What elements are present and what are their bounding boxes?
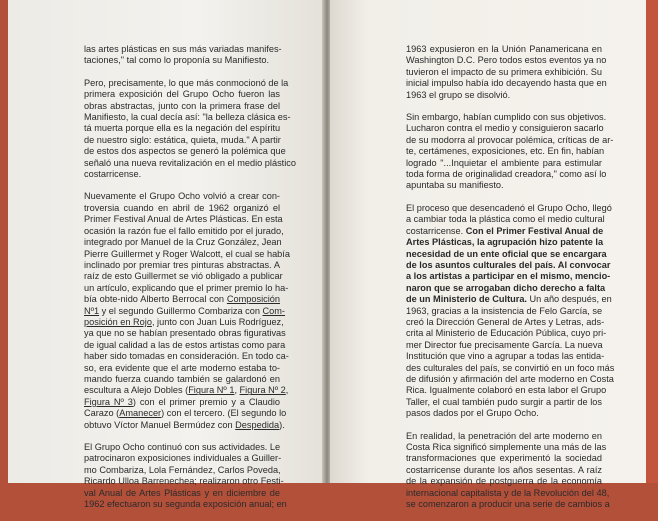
text-segment: troversia cuando en abril de 1962 organizó el [84, 202, 280, 213]
text-line [84, 89, 280, 100]
text-segment: las artes plásticas en sus más variadas manifes- [84, 44, 282, 54]
text-line [84, 237, 280, 248]
right-page-text [406, 44, 615, 521]
text-line [84, 374, 280, 385]
text-line [84, 385, 289, 396]
text-line [406, 373, 614, 385]
text-line [84, 499, 287, 510]
text-line [406, 226, 602, 237]
text-line [406, 123, 602, 134]
text-segment: de los asuntos culturales del país. Al convocar [406, 259, 611, 270]
text-segment: integrado por Manuel de la Cruz González, Jean [84, 237, 282, 248]
text-segment: de igual calidad a las de estos artistas como para [84, 339, 286, 350]
text-segment: Pero, precisamente, lo que más conmocionó de la [84, 77, 289, 88]
text-line [84, 363, 280, 374]
text-segment: raíz de esto Guillermet se vió obligado a publicar [84, 271, 283, 282]
text-line [406, 169, 607, 180]
text-line [84, 442, 280, 453]
text-line [84, 328, 286, 339]
paragraph [406, 430, 610, 511]
text-segment: de la expansión de postguerra de la economía [406, 476, 602, 487]
text-segment: mer Director fue precisamente García. La nueva [406, 339, 603, 350]
text-segment: Carazo ( [84, 408, 120, 419]
text-segment: 1963 expusieron en la Unión Panamericana en [406, 44, 602, 54]
text-segment: pasos dados por el Grupo Ocho. [406, 408, 539, 419]
text-line [406, 294, 612, 305]
text-segment: Primer Festival Anual de Artes Plásticas. En esta [84, 214, 283, 225]
text-line [406, 55, 607, 66]
left-page [8, 0, 326, 510]
text-segment: En realidad, la penetración del arte moderno en [406, 430, 602, 441]
text-segment: Institución que vino a agrupar a todas las entida- [406, 351, 605, 362]
text-segment: Lucharon contra el medio y consiguieron sacarlo [406, 123, 604, 134]
paragraph [406, 44, 607, 101]
text-line [84, 55, 280, 66]
text-segment: costarricense. [406, 225, 466, 236]
paragraph [84, 44, 280, 67]
text-line [84, 101, 280, 112]
text-line [406, 487, 610, 499]
artwork-title: Com- [262, 305, 285, 316]
text-segment: mo Combariza, Lola Fernández, Carlos Poveda, [84, 464, 281, 475]
text-line [84, 123, 280, 134]
text-line [406, 442, 607, 453]
artwork-title: Composición [226, 294, 280, 305]
text-segment: so, era evidente que el arte moderno estaba to- [84, 362, 280, 373]
text-line [84, 339, 286, 351]
paragraph [84, 191, 290, 431]
text-segment: ) con el primer premio y a Claudio [132, 396, 280, 407]
artwork-title: Figura Nº 1 [188, 385, 235, 396]
binding-cover-edge [646, 0, 658, 483]
text-segment: Costa Rica significó simplemente una más de las [406, 442, 607, 452]
text-segment: El proceso que desencadenó el Grupo Ocho, llegó [406, 202, 612, 213]
text-segment: taciones," tal como lo proponía su Manifiesto. [84, 55, 270, 66]
text-segment: de difusión y afirmación del arte moderno en Costa [406, 373, 614, 384]
text-segment: ocasión la razón fue el fallo emitido por el jurado, [84, 225, 284, 236]
text-segment: haber sido tomadas en consideración. En todo ca- [84, 351, 289, 362]
text-line [406, 499, 610, 510]
text-line [406, 237, 602, 248]
text-segment: de un Ministerio de Cultura. [406, 294, 527, 305]
text-segment: naron que se arrogaban dicho derecho a falta [406, 282, 606, 293]
artwork-title: Nº1 [84, 305, 100, 316]
text-line [406, 351, 605, 362]
text-line [406, 112, 607, 123]
text-segment: te, certámenes, exposiciones, etc. En fin, habían [406, 146, 605, 157]
paragraph [406, 202, 615, 420]
text-line [406, 44, 602, 55]
text-line [84, 316, 284, 328]
text-line [84, 214, 283, 225]
text-line [406, 397, 602, 408]
text-segment: bía obte-nido Alberto Berrocal con [84, 294, 227, 305]
text-segment: inclinado por premiar tres pinturas abstractas. A [84, 259, 280, 270]
text-line [406, 316, 605, 328]
text-segment: crita al Ministerio de Educación Pública, cuyo pri- [406, 328, 607, 339]
text-segment: creó la Dirección General de Artes y Letras, ads- [406, 316, 605, 327]
text-line [84, 397, 280, 408]
text-segment: costarricense. [84, 169, 142, 180]
text-segment: ya que no se habían presentado obras figurativas [84, 328, 286, 339]
text-line [406, 158, 602, 169]
text-line [406, 328, 607, 339]
text-line [406, 259, 611, 271]
text-line [406, 340, 602, 351]
paragraph [406, 112, 614, 192]
text-segment: de su modorra al provocar polémica, críticas de ar- [406, 134, 614, 145]
text-segment: Nuevamente el Grupo Ocho volvió a crear con- [84, 191, 280, 202]
text-segment: tá muerta porque ella es la negación del espíritu [84, 123, 281, 134]
text-segment: des culturales del país, se convirtió en un foco más [406, 362, 615, 373]
text-line [406, 248, 607, 260]
text-segment: Manifiesto, la cual decía así: "la belleza clásica es- [84, 112, 291, 123]
text-segment: logrado "...Inquietar el ambiente para estimular [406, 157, 602, 168]
text-line [84, 271, 283, 282]
artwork-title: posición en Rojo [84, 316, 152, 327]
text-line [406, 282, 606, 294]
text-segment: 1963 el grupo se disolvió. [406, 89, 511, 100]
text-line [406, 202, 612, 214]
text-segment: necesidad de un ente oficial que se encargara [406, 248, 607, 259]
text-segment: costarricense durante los años sesentas. A raíz [406, 464, 602, 475]
text-segment: Con el Primer Festival Anual de [465, 225, 604, 236]
text-segment: obtuvo Víctor Manuel Bermúdez con [84, 419, 236, 430]
text-segment: , [234, 385, 240, 396]
text-segment: y el segundo Guillermo Combariza con [99, 305, 263, 316]
right-page [330, 0, 646, 510]
text-segment: transformaciones que experimentó la sociedad [406, 453, 602, 464]
text-segment: Sin embargo, habían cumplido con sus objetivos. [406, 112, 607, 123]
text-line [84, 44, 280, 55]
text-segment: Taller, el cual también pudo surgir a partir de los [406, 396, 602, 407]
text-segment: , [285, 385, 289, 396]
text-segment: señaló una nueva revitalización en el medio plástico [84, 157, 296, 168]
text-line [84, 191, 280, 202]
text-segment: escultura a Alejo Dobles ( [84, 385, 189, 396]
text-segment: a cambiar toda la plástica como el medio cultural [406, 214, 605, 225]
text-segment: ) con el tercero. (El segundo lo [161, 408, 287, 419]
text-segment: , junto con Juan Luis Rodríguez, [151, 316, 284, 327]
text-line [406, 67, 602, 78]
text-line [406, 476, 602, 487]
text-segment: 1962 efectuaron su segunda exposición anual; en [84, 499, 287, 510]
text-line [84, 203, 280, 214]
left-page-text [84, 44, 296, 521]
text-line [84, 419, 285, 431]
text-line [84, 112, 291, 123]
text-segment: tuvieron el impacto de su primera exhibición. Su [406, 66, 602, 77]
text-line [406, 134, 614, 146]
text-line [84, 260, 280, 271]
text-segment: patrocinaron exposiciones individuales a Guiller- [84, 453, 282, 464]
text-line [84, 294, 280, 305]
text-line [84, 476, 284, 487]
text-line [406, 465, 602, 476]
text-segment: un artículo, explicando que el primer premio lo ha- [84, 282, 289, 293]
text-segment: primera exposición del Grupo Ocho fueron las [84, 89, 280, 100]
text-segment: se comenzaron a producir una serie de cambios a [406, 499, 610, 510]
text-segment: toda forma de originalidad creadora," como así lo [406, 169, 607, 180]
text-line [406, 408, 602, 419]
text-line [84, 146, 286, 157]
text-line [406, 180, 602, 191]
artwork-title: Figura Nº 2 [239, 385, 286, 396]
text-segment: apuntaba su manifiesto. [406, 180, 504, 191]
text-line [406, 90, 602, 101]
text-segment: Un año después, en [526, 294, 612, 305]
text-segment: Artes Plásticas, la agrupación hizo patente la [406, 237, 604, 248]
text-segment: internacional capitalista y de la Revolución del 48, [406, 487, 610, 498]
text-line [84, 248, 290, 260]
text-line [406, 431, 602, 442]
text-segment: Pierre Guillermet y Roger Walcott, el cual se había [84, 248, 290, 259]
text-line [406, 453, 602, 464]
text-line [84, 282, 289, 294]
text-segment: El Grupo Ocho continuó con sus actividades. Le [84, 442, 281, 452]
text-segment: Washington D.C. Pero todos estos eventos ya no [406, 55, 607, 66]
text-segment: inicial impulso había ido decayendo hasta que en [406, 78, 607, 89]
paragraph [84, 77, 296, 181]
text-line [406, 271, 611, 282]
text-line [406, 146, 605, 157]
text-line [84, 77, 289, 89]
text-line [84, 305, 285, 317]
text-line [84, 408, 287, 419]
text-segment: obras abstractas, junto con la primera frase del [84, 100, 280, 111]
text-line [406, 362, 615, 374]
text-segment: 1963, gracias a la insistencia de Felo García, se [406, 305, 603, 316]
text-line [406, 214, 605, 225]
text-line [406, 385, 607, 396]
text-line [406, 78, 607, 89]
text-segment: de estos dos aspectos se generó la polémica que [84, 146, 286, 157]
paragraph [84, 442, 287, 510]
text-segment: mando fuerza cuando también se galardonó en [84, 373, 280, 384]
text-line [84, 135, 280, 146]
text-line [84, 169, 280, 180]
text-segment: val Anual de Artes Plásticas y en diciembre de [84, 487, 280, 498]
text-line [406, 306, 602, 317]
text-line [84, 488, 280, 499]
text-line [84, 351, 289, 362]
text-line [84, 453, 280, 464]
artwork-title: Amanecer [119, 408, 162, 419]
text-segment: a los artistas a participar en el mismo, mencio- [406, 271, 611, 282]
text-segment: de nuestro siglo: estática, quieta, muda." A partir [84, 134, 281, 145]
artwork-title: Despedida [235, 419, 280, 430]
text-segment: Rica. Igualmente colaboró en esta labor el Grupo [406, 385, 607, 396]
text-segment: Ricardo Ulloa Barrenechea; realizaron otro Festi- [84, 476, 284, 487]
text-line [84, 465, 280, 476]
text-line [84, 225, 284, 237]
text-line [84, 157, 296, 169]
artwork-title: Figura Nº 3 [84, 396, 133, 407]
text-segment: ). [279, 419, 285, 430]
